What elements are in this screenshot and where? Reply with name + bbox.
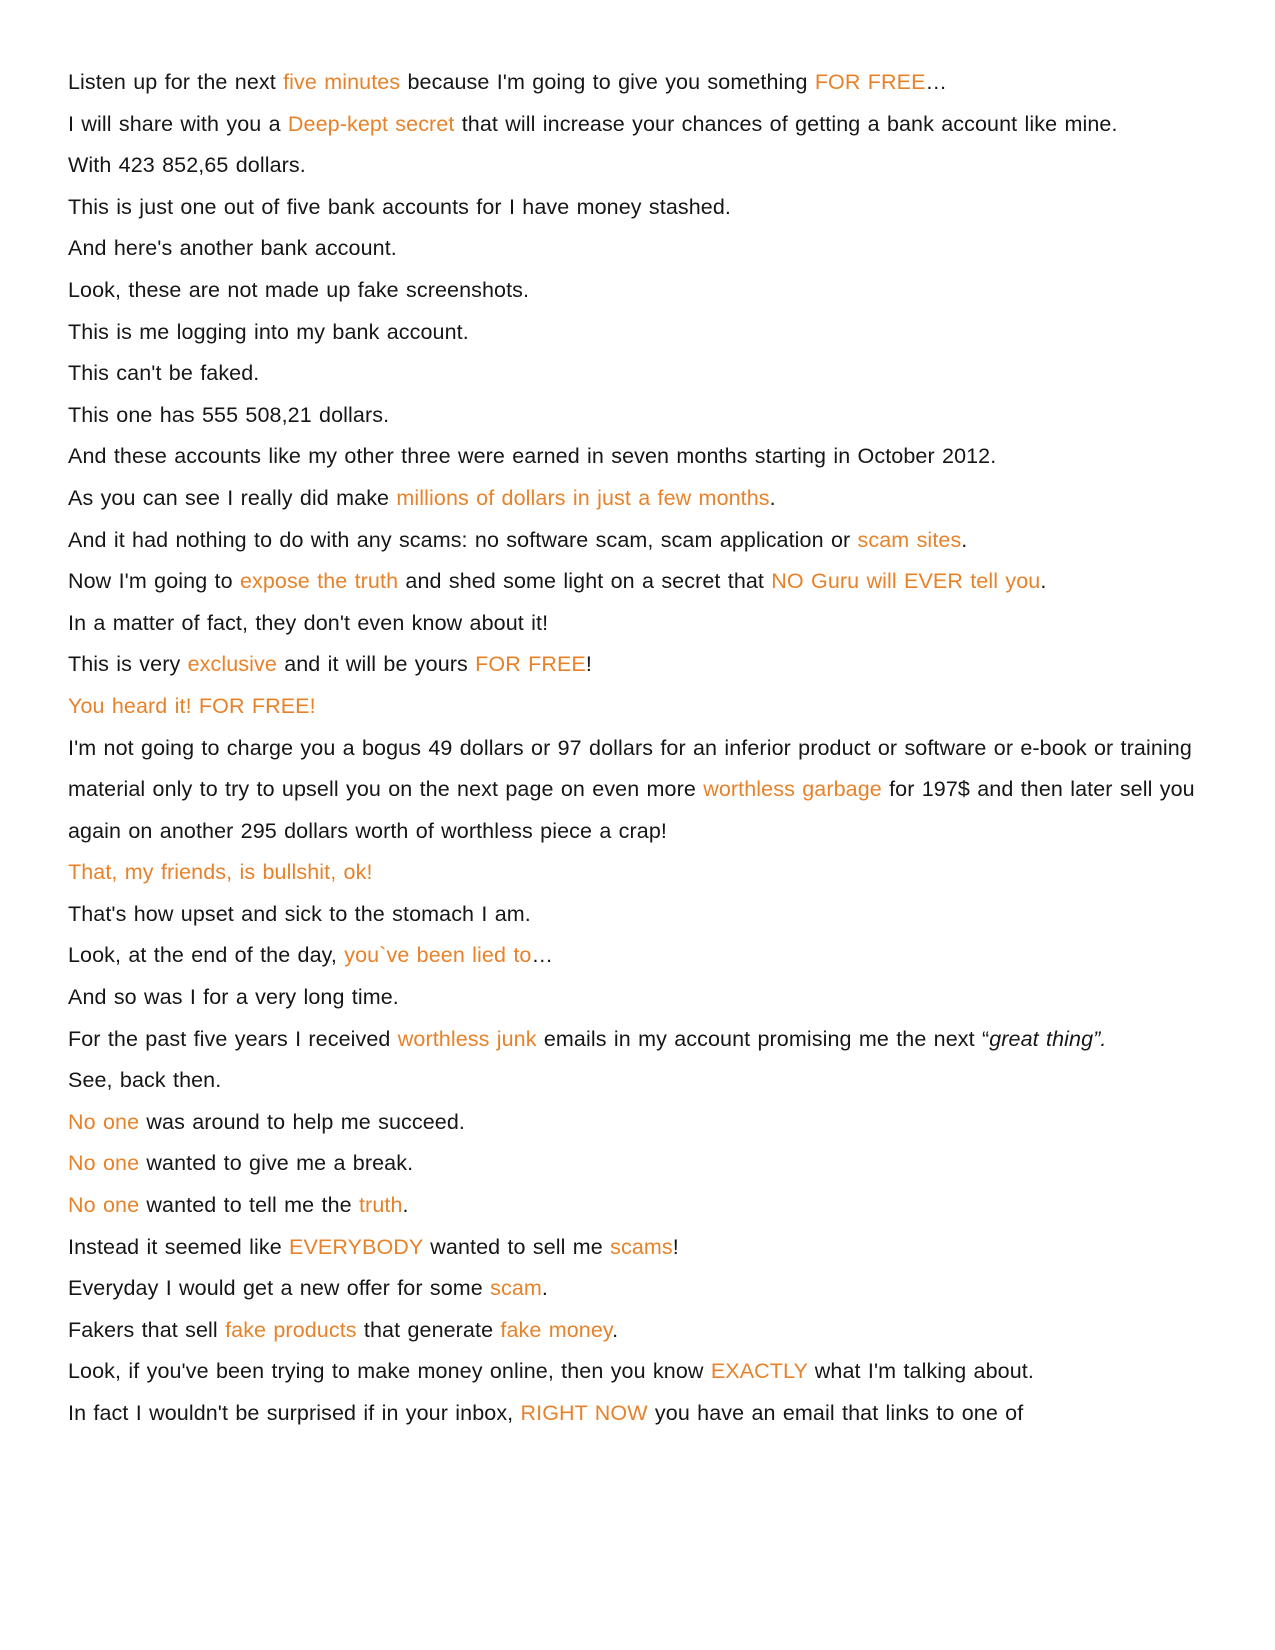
body-text: Fakers that sell bbox=[68, 1317, 226, 1342]
body-text: . bbox=[1040, 569, 1047, 594]
body-text: That's how upset and sick to the stomach I am. bbox=[68, 901, 531, 926]
body-text: And it had nothing to do with any scams: no software scam, scam application or bbox=[68, 527, 858, 552]
body-text: Look, if you've been trying to make money online, then you know bbox=[68, 1359, 711, 1384]
paragraph-p8 bbox=[68, 353, 1213, 395]
highlight-text: No one bbox=[68, 1109, 140, 1134]
body-text: I will share with you a bbox=[68, 111, 288, 136]
paragraph-p17 bbox=[68, 728, 1213, 853]
body-text: … bbox=[531, 943, 554, 968]
paragraph-p24 bbox=[68, 1102, 1213, 1144]
highlight-text: No one bbox=[68, 1193, 140, 1218]
italic-text: great thing bbox=[989, 1026, 1094, 1051]
paragraph-p15 bbox=[68, 644, 1213, 686]
paragraph-p3 bbox=[68, 145, 1213, 187]
paragraph-p27 bbox=[68, 1227, 1213, 1269]
body-text: Now I'm going to bbox=[68, 569, 240, 594]
body-text: I'm not going to charge you a bogus 49 dollars or 97 dollars for an inferior product or software or e-book or training material only to try to upsell you on the next page on even more bbox=[68, 735, 1192, 802]
body-text: … bbox=[925, 70, 948, 94]
body-text: With 423 852,65 dollars. bbox=[68, 153, 306, 178]
body-text: . bbox=[961, 527, 968, 552]
body-text: And so was I for a very long time. bbox=[68, 985, 399, 1010]
body-text: This is just one out of five bank accounts for I have money stashed. bbox=[68, 194, 731, 219]
paragraph-p12 bbox=[68, 520, 1213, 562]
paragraph-p7 bbox=[68, 312, 1213, 354]
paragraph-p1 bbox=[68, 62, 1213, 104]
body-text: . bbox=[541, 1276, 548, 1301]
highlight-text: you`ve been lied to bbox=[344, 943, 532, 968]
body-text: that generate bbox=[356, 1317, 501, 1342]
body-text: This is me logging into my bank account. bbox=[68, 319, 469, 344]
body-text: And these accounts like my other three were earned in seven months starting in October 2012. bbox=[68, 444, 997, 469]
paragraph-p10 bbox=[68, 436, 1213, 478]
highlight-text: FOR FREE bbox=[814, 70, 926, 94]
highlight-text: That, my friends, is bullshit, ok! bbox=[68, 860, 373, 885]
highlight-text: RIGHT NOW bbox=[520, 1401, 648, 1425]
highlight-text: expose the truth bbox=[239, 569, 399, 594]
highlight-text: five minutes bbox=[283, 70, 401, 94]
paragraph-p30 bbox=[68, 1351, 1213, 1393]
highlight-text: No one bbox=[68, 1151, 140, 1176]
paragraph-p28 bbox=[68, 1268, 1213, 1310]
highlight-text: NO Guru will EVER tell you bbox=[771, 569, 1041, 594]
body-text: In a matter of fact, they don't even know about it! bbox=[68, 610, 549, 635]
body-text: For the past five years I received bbox=[68, 1026, 398, 1051]
highlight-text: FOR FREE bbox=[475, 652, 586, 677]
paragraph-p2 bbox=[68, 104, 1213, 146]
body-text: And here's another bank account. bbox=[68, 236, 397, 261]
body-text: In fact I wouldn't be surprised if in your inbox, bbox=[68, 1401, 521, 1425]
body-text: . bbox=[769, 485, 776, 510]
highlight-text: worthless garbage bbox=[703, 777, 882, 802]
paragraph-p23 bbox=[68, 1060, 1213, 1102]
paragraph-p31 bbox=[68, 1393, 1213, 1435]
body-text: wanted to tell me the bbox=[139, 1193, 359, 1218]
paragraph-p25 bbox=[68, 1143, 1213, 1185]
paragraph-p5 bbox=[68, 228, 1213, 270]
body-text: As you can see I really did make bbox=[68, 485, 397, 510]
highlight-text: fake money bbox=[500, 1317, 613, 1342]
highlight-text: scams bbox=[610, 1234, 673, 1259]
body-text: Everyday I would get a new offer for some bbox=[68, 1276, 491, 1301]
body-text: This can't be faked. bbox=[68, 361, 260, 386]
paragraph-p9 bbox=[68, 395, 1213, 437]
italic-text: ”. bbox=[1093, 1026, 1107, 1051]
paragraph-p18 bbox=[68, 852, 1213, 894]
sales-letter-body bbox=[68, 62, 1213, 1435]
body-text: ! bbox=[585, 652, 592, 677]
highlight-text: scam sites bbox=[857, 527, 962, 552]
body-text: and shed some light on a secret that bbox=[398, 569, 772, 594]
highlight-text: worthless junk bbox=[397, 1026, 537, 1051]
body-text: ! bbox=[672, 1234, 679, 1259]
body-text: . bbox=[612, 1317, 619, 1342]
paragraph-p4 bbox=[68, 187, 1213, 229]
body-text: wanted to give me a break. bbox=[139, 1151, 414, 1176]
paragraph-p16 bbox=[68, 686, 1213, 728]
paragraph-p19 bbox=[68, 894, 1213, 936]
body-text: Look, these are not made up fake screenshots. bbox=[68, 277, 530, 302]
body-text: . bbox=[402, 1193, 409, 1218]
highlight-text: You heard it! FOR FREE! bbox=[68, 693, 316, 718]
body-text: Look, at the end of the day, bbox=[68, 943, 345, 968]
paragraph-p11 bbox=[68, 478, 1213, 520]
highlight-text: millions of dollars in just a few months bbox=[396, 485, 770, 510]
paragraph-p21 bbox=[68, 977, 1213, 1019]
highlight-text: Deep-kept secret bbox=[287, 111, 455, 136]
highlight-text: EXACTLY bbox=[710, 1359, 808, 1384]
paragraph-p14 bbox=[68, 603, 1213, 645]
body-text: that will increase your chances of getting a bank account like mine. bbox=[454, 111, 1118, 136]
highlight-text: scam bbox=[490, 1276, 542, 1301]
highlight-text: truth bbox=[358, 1193, 403, 1218]
paragraph-p29 bbox=[68, 1310, 1213, 1352]
body-text: emails in my account promising me the next “ bbox=[536, 1026, 990, 1051]
body-text: This is very bbox=[68, 652, 188, 677]
body-text: This one has 555 508,21 dollars. bbox=[68, 402, 390, 427]
body-text: was around to help me succeed. bbox=[139, 1109, 465, 1134]
body-text: and it will be yours bbox=[276, 652, 476, 677]
body-text: because I'm going to give you something bbox=[400, 70, 815, 94]
body-text: what I'm talking about. bbox=[807, 1359, 1034, 1384]
body-text: See, back then. bbox=[68, 1068, 222, 1093]
body-text: Listen up for the next bbox=[68, 70, 284, 94]
paragraph-p13 bbox=[68, 561, 1213, 603]
highlight-text: EVERYBODY bbox=[289, 1234, 423, 1259]
paragraph-p6 bbox=[68, 270, 1213, 312]
body-text: Instead it seemed like bbox=[68, 1234, 290, 1259]
paragraph-p22 bbox=[68, 1019, 1213, 1061]
body-text: for 197$ and then later sell you again on another 295 dollars worth of worthless piece a crap! bbox=[68, 777, 1195, 843]
highlight-text: fake products bbox=[225, 1317, 357, 1342]
highlight-text: exclusive bbox=[187, 652, 277, 677]
paragraph-p20 bbox=[68, 935, 1213, 977]
body-text: you have an email that links to one of bbox=[647, 1401, 1024, 1425]
body-text: wanted to sell me bbox=[422, 1234, 611, 1259]
paragraph-p26 bbox=[68, 1185, 1213, 1227]
